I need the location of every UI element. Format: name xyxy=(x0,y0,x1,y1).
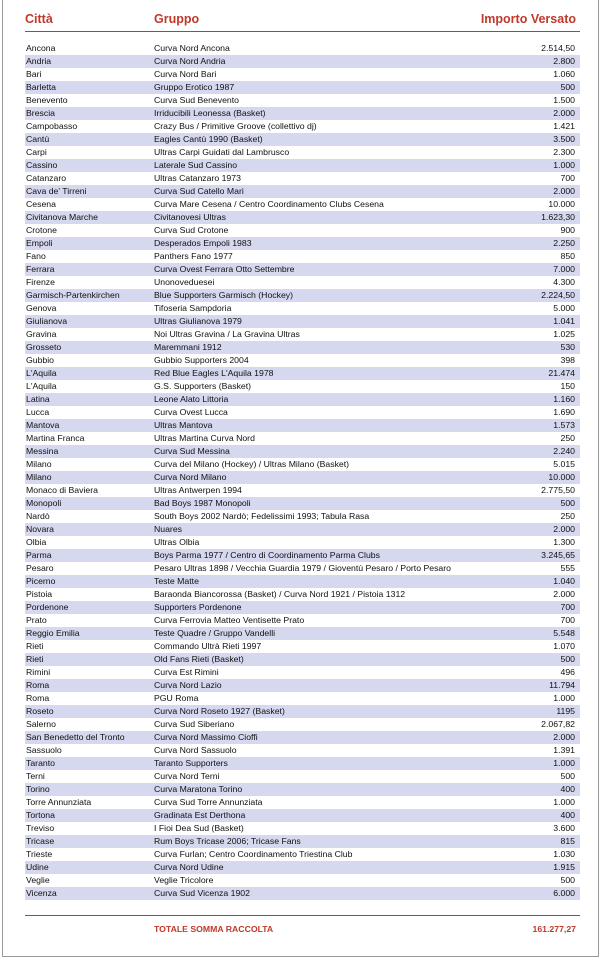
table-row xyxy=(25,406,580,419)
cell-group: Curva Ovest Lucca xyxy=(154,407,228,417)
cell-group: Nuares xyxy=(154,524,183,534)
total-value: 161.277,27 xyxy=(532,924,576,934)
cell-amount: 500 xyxy=(560,771,575,781)
cell-group: Ultras Catanzaro 1973 xyxy=(154,173,241,183)
cell-group: I Fioi Dea Sud (Basket) xyxy=(154,823,244,833)
cell-group: Supporters Pordenone xyxy=(154,602,242,612)
cell-city: Garmisch-Partenkirchen xyxy=(26,290,120,300)
cell-amount: 1.060 xyxy=(553,69,575,79)
cell-group: Curva Sud Siberiano xyxy=(154,719,235,729)
column-header-group: Gruppo xyxy=(154,12,200,26)
cell-city: Rimini xyxy=(26,667,51,677)
table-row xyxy=(25,55,580,68)
cell-amount: 11.794 xyxy=(549,680,575,690)
cell-amount: 1.623,30 xyxy=(541,212,575,222)
table-row xyxy=(25,198,580,211)
table-row xyxy=(25,562,580,575)
cell-city: Brescia xyxy=(26,108,55,118)
table-row xyxy=(25,731,580,744)
cell-amount: 6.000 xyxy=(553,888,575,898)
cell-city: Taranto xyxy=(26,758,55,768)
table-row xyxy=(25,744,580,757)
table-row xyxy=(25,185,580,198)
cell-amount: 700 xyxy=(560,602,575,612)
cell-amount: 1.070 xyxy=(553,641,575,651)
cell-city: Roseto xyxy=(26,706,54,716)
cell-city: Latina xyxy=(26,394,50,404)
cell-group: Irriducibili Leonessa (Basket) xyxy=(154,108,266,118)
cell-amount: 5.000 xyxy=(553,303,575,313)
cell-city: Prato xyxy=(26,615,47,625)
cell-city: Barletta xyxy=(26,82,56,92)
cell-amount: 2.000 xyxy=(553,732,575,742)
cell-amount: 1.500 xyxy=(553,95,575,105)
cell-city: Civitanova Marche xyxy=(26,212,98,222)
table-row xyxy=(25,107,580,120)
cell-group: Noi Ultras Gravina / La Gravina Ultras xyxy=(154,329,300,339)
cell-group: Unonovedueseі xyxy=(154,277,215,287)
cell-city: Sassuolo xyxy=(26,745,62,755)
table-row xyxy=(25,887,580,900)
cell-city: Cesena xyxy=(26,199,56,209)
table-row xyxy=(25,497,580,510)
cell-amount: 1.160 xyxy=(553,394,575,404)
table-row xyxy=(25,679,580,692)
cell-amount: 500 xyxy=(560,654,575,664)
cell-amount: 500 xyxy=(560,82,575,92)
cell-amount: 2.250 xyxy=(553,238,575,248)
cell-group: Curva del Milano (Hockey) / Ultras Milano (Basket) xyxy=(154,459,350,469)
cell-city: Empoli xyxy=(26,238,53,248)
table-row xyxy=(25,783,580,796)
cell-group: Curva Ferrovia Matteo Ventisette Prato xyxy=(154,615,305,625)
cell-amount: 5.015 xyxy=(553,459,575,469)
cell-city: Giulianova xyxy=(26,316,68,326)
table-row xyxy=(25,68,580,81)
cell-city: Roma xyxy=(26,693,50,703)
cell-group: Curva Sud Torre Annunziata xyxy=(154,797,263,807)
cell-group: Curva Sud Vicenza 1902 xyxy=(154,888,250,898)
cell-amount: 1.000 xyxy=(553,693,575,703)
cell-city: Genova xyxy=(26,303,57,313)
cell-city: Monopoli xyxy=(26,498,62,508)
cell-group: Curva Nord Ancona xyxy=(154,43,230,53)
table-footer xyxy=(25,924,580,938)
cell-city: San Benedetto del Tronto xyxy=(26,732,125,742)
cell-group: Curva Nord Roseto 1927 (Basket) xyxy=(154,706,285,716)
cell-group: Teste Matte xyxy=(154,576,199,586)
cell-city: Martina Franca xyxy=(26,433,85,443)
cell-city: Milano xyxy=(26,472,52,482)
cell-city: Cava de' Tirreni xyxy=(26,186,87,196)
cell-group: Ultras Antwerpen 1994 xyxy=(154,485,242,495)
table-row xyxy=(25,484,580,497)
cell-amount: 2.000 xyxy=(553,589,575,599)
cell-city: Udine xyxy=(26,862,49,872)
header-divider xyxy=(25,31,580,32)
cell-amount: 815 xyxy=(560,836,575,846)
cell-amount: 1.915 xyxy=(553,862,575,872)
cell-amount: 150 xyxy=(560,381,575,391)
cell-amount: 1.421 xyxy=(553,121,575,131)
cell-city: Ancona xyxy=(26,43,56,53)
table-row xyxy=(25,393,580,406)
cell-amount: 1.573 xyxy=(553,420,575,430)
cell-amount: 1195 xyxy=(556,706,575,716)
cell-group: G.S. Supporters (Basket) xyxy=(154,381,252,391)
cell-city: Gravina xyxy=(26,329,57,339)
cell-group: Ultras Olbia xyxy=(154,537,200,547)
cell-amount: 496 xyxy=(560,667,575,677)
cell-group: Gradinata Est Derthona xyxy=(154,810,246,820)
cell-group: Crazy Bus / Primitive Groove (collettivo dj) xyxy=(154,121,317,131)
cell-city: Fano xyxy=(26,251,46,261)
cell-amount: 10.000 xyxy=(548,472,575,482)
table-row xyxy=(25,861,580,874)
cell-city: Pordenone xyxy=(26,602,69,612)
cell-amount: 2.300 xyxy=(553,147,575,157)
cell-city: Firenze xyxy=(26,277,55,287)
cell-city: L'Aquila xyxy=(26,368,57,378)
cell-amount: 250 xyxy=(560,433,575,443)
cell-group: Panthers Fano 1977 xyxy=(154,251,233,261)
cell-city: Tortona xyxy=(26,810,55,820)
table-row xyxy=(25,614,580,627)
cell-amount: 10.000 xyxy=(548,199,575,209)
table-row xyxy=(25,523,580,536)
cell-amount: 2.067,82 xyxy=(541,719,575,729)
cell-group: Gubbio Supporters 2004 xyxy=(154,355,249,365)
cell-group: Curva Nord Lazio xyxy=(154,680,222,690)
cell-group: Curva Mare Cesena / Centro Coordinamento Clubs Cesena xyxy=(154,199,384,209)
cell-city: Benevento xyxy=(26,95,68,105)
cell-amount: 2.000 xyxy=(553,524,575,534)
cell-group: Ultras Giulianova 1979 xyxy=(154,316,242,326)
cell-amount: 500 xyxy=(560,498,575,508)
cell-city: Rieti xyxy=(26,654,44,664)
table-row xyxy=(25,757,580,770)
cell-group: Bad Boys 1987 Monopoli xyxy=(154,498,251,508)
cell-group: PGU Roma xyxy=(154,693,199,703)
cell-city: Parma xyxy=(26,550,52,560)
cell-group: Curva Sud Crotone xyxy=(154,225,229,235)
cell-amount: 1.030 xyxy=(553,849,575,859)
table-row xyxy=(25,94,580,107)
cell-group: Curva Nord Andria xyxy=(154,56,226,66)
table-row xyxy=(25,289,580,302)
table-row xyxy=(25,276,580,289)
cell-group: Laterale Sud Cassino xyxy=(154,160,238,170)
table-row xyxy=(25,133,580,146)
table-row xyxy=(25,445,580,458)
cell-group: Curva Nord Terni xyxy=(154,771,220,781)
cell-group: Ultras Carpi Guidati dal Lambrusco xyxy=(154,147,290,157)
table-row xyxy=(25,81,580,94)
cell-group: Curva Sud Messina xyxy=(154,446,230,456)
cell-amount: 1.690 xyxy=(553,407,575,417)
cell-group: Curva Nord Sassuolo xyxy=(154,745,237,755)
cell-group: Tifoseria Sampdoria xyxy=(154,303,232,313)
footer-divider xyxy=(25,915,580,916)
cell-city: Pesaro xyxy=(26,563,54,573)
cell-amount: 2.000 xyxy=(553,108,575,118)
cell-amount: 2.240 xyxy=(553,446,575,456)
cell-amount: 2.000 xyxy=(553,186,575,196)
cell-amount: 500 xyxy=(560,875,575,885)
table-row xyxy=(25,211,580,224)
cell-amount: 2.775,50 xyxy=(541,485,575,495)
table-row xyxy=(25,536,580,549)
table-row xyxy=(25,172,580,185)
cell-amount: 400 xyxy=(560,784,575,794)
table-body xyxy=(25,42,580,900)
table-row xyxy=(25,432,580,445)
cell-group: Blue Supporters Garmisch (Hockey) xyxy=(154,290,294,300)
cell-group: Gruppo Erotico 1987 xyxy=(154,82,235,92)
total-label: TOTALE SOMMA RACCOLTA xyxy=(154,924,274,934)
table-row xyxy=(25,510,580,523)
table-row xyxy=(25,692,580,705)
column-header-city: Città xyxy=(25,12,53,26)
cell-group: Ultras Martina Curva Nord xyxy=(154,433,255,443)
cell-city: Novara xyxy=(26,524,55,534)
cell-amount: 850 xyxy=(560,251,575,261)
cell-city: Pistoia xyxy=(26,589,53,599)
cell-amount: 2.514,50 xyxy=(541,43,575,53)
cell-group: Curva Nord Udine xyxy=(154,862,224,872)
cell-city: Rieti xyxy=(26,641,44,651)
cell-city: Carpi xyxy=(26,147,47,157)
table-row xyxy=(25,380,580,393)
table-row xyxy=(25,471,580,484)
cell-amount: 250 xyxy=(560,511,575,521)
cell-group: Curva Nord Bari xyxy=(154,69,217,79)
cell-amount: 7.000 xyxy=(553,264,575,274)
cell-amount: 2.800 xyxy=(553,56,575,66)
table-row xyxy=(25,458,580,471)
cell-city: Reggio Emilia xyxy=(26,628,80,638)
cell-amount: 900 xyxy=(560,225,575,235)
cell-group: Red Blue Eagles L'Aquila 1978 xyxy=(154,368,274,378)
cell-group: Curva Est Rimini xyxy=(154,667,219,677)
cell-amount: 1.000 xyxy=(553,758,575,768)
table-row xyxy=(25,159,580,172)
cell-group: South Boys 2002 Nardò; Fedelissimi 1993; Tabula Rasa xyxy=(154,511,370,521)
cell-city: Vicenza xyxy=(26,888,57,898)
table-row xyxy=(25,835,580,848)
table-row xyxy=(25,848,580,861)
table-row xyxy=(25,770,580,783)
cell-group: Curva Ovest Ferrara Otto Settembre xyxy=(154,264,295,274)
cell-city: Salerno xyxy=(26,719,56,729)
table-row xyxy=(25,575,580,588)
table-row xyxy=(25,718,580,731)
cell-group: Veglie Tricolore xyxy=(154,875,214,885)
cell-amount: 1.025 xyxy=(553,329,575,339)
cell-group: Rum Boys Tricase 2006; Tricase Fans xyxy=(154,836,301,846)
cell-amount: 1.041 xyxy=(553,316,575,326)
cell-group: Eagles Cantù 1990 (Basket) xyxy=(154,134,263,144)
table-row xyxy=(25,367,580,380)
table-row xyxy=(25,653,580,666)
cell-city: Cantù xyxy=(26,134,50,144)
table-row xyxy=(25,822,580,835)
cell-city: L'Aquila xyxy=(26,381,57,391)
cell-group: Desperados Empoli 1983 xyxy=(154,238,252,248)
table-header xyxy=(25,12,580,30)
cell-city: Torre Annunziata xyxy=(26,797,92,807)
table-row xyxy=(25,627,580,640)
cell-city: Ferrara xyxy=(26,264,55,274)
cell-city: Messina xyxy=(26,446,59,456)
cell-city: Olbia xyxy=(26,537,47,547)
cell-group: Curva Sud Benevento xyxy=(154,95,240,105)
cell-amount: 1.391 xyxy=(553,745,575,755)
table-row xyxy=(25,328,580,341)
cell-amount: 1.000 xyxy=(553,797,575,807)
cell-city: Picerno xyxy=(26,576,56,586)
table-row xyxy=(25,120,580,133)
cell-amount: 4.300 xyxy=(553,277,575,287)
cell-group: Curva Sud Catello Mari xyxy=(154,186,244,196)
cell-group: Taranto Supporters xyxy=(154,758,228,768)
table-row xyxy=(25,250,580,263)
table-row xyxy=(25,146,580,159)
cell-amount: 2.224,50 xyxy=(541,290,575,300)
cell-city: Andria xyxy=(26,56,52,66)
table-row xyxy=(25,666,580,679)
table-row xyxy=(25,354,580,367)
cell-amount: 398 xyxy=(560,355,575,365)
table-row xyxy=(25,588,580,601)
table-row xyxy=(25,705,580,718)
cell-city: Terni xyxy=(26,771,45,781)
cell-group: Civitanovesi Ultras xyxy=(154,212,226,222)
cell-amount: 1.300 xyxy=(553,537,575,547)
cell-amount: 1.000 xyxy=(553,160,575,170)
cell-city: Mantova xyxy=(26,420,60,430)
cell-group: Teste Quadre / Gruppo Vandelli xyxy=(154,628,276,638)
cell-city: Treviso xyxy=(26,823,55,833)
table-row xyxy=(25,796,580,809)
cell-city: Gubbio xyxy=(26,355,55,365)
cell-group: Ultras Mantova xyxy=(154,420,213,430)
cell-group: Curva Maratona Torino xyxy=(154,784,243,794)
cell-amount: 555 xyxy=(560,563,575,573)
cell-city: Catanzaro xyxy=(26,173,67,183)
table-row xyxy=(25,224,580,237)
cell-group: Old Fans Rieti (Basket) xyxy=(154,654,244,664)
cell-group: Boys Parma 1977 / Centro di Coordinamento Parma Clubs xyxy=(154,550,380,560)
table-row xyxy=(25,315,580,328)
cell-city: Nardò xyxy=(26,511,50,521)
cell-group: Maremmani 1912 xyxy=(154,342,222,352)
table-row xyxy=(25,302,580,315)
cell-amount: 1.040 xyxy=(553,576,575,586)
cell-group: Pesaro Ultras 1898 / Vecchia Guardia 1979 / Gioventù Pesaro / Porto Pesaro xyxy=(154,563,451,573)
cell-amount: 3.600 xyxy=(553,823,575,833)
table-row xyxy=(25,809,580,822)
cell-amount: 400 xyxy=(560,810,575,820)
cell-city: Veglie xyxy=(26,875,50,885)
cell-group: Curva Nord Massimo Cioffi xyxy=(154,732,258,742)
cell-amount: 530 xyxy=(560,342,575,352)
cell-city: Grosseto xyxy=(26,342,62,352)
cell-group: Leone Alato Littoria xyxy=(154,394,229,404)
cell-city: Roma xyxy=(26,680,50,690)
table-row xyxy=(25,549,580,562)
cell-city: Cassino xyxy=(26,160,58,170)
table-row xyxy=(25,874,580,887)
document-sheet xyxy=(2,0,599,957)
table-row xyxy=(25,341,580,354)
cell-amount: 21.474 xyxy=(548,368,575,378)
cell-city: Trieste xyxy=(26,849,53,859)
table-row xyxy=(25,237,580,250)
cell-city: Monaco di Baviera xyxy=(26,485,98,495)
cell-city: Milano xyxy=(26,459,52,469)
table-row xyxy=(25,601,580,614)
cell-amount: 700 xyxy=(560,615,575,625)
table-row xyxy=(25,640,580,653)
cell-amount: 700 xyxy=(560,173,575,183)
cell-group: Curva Nord Milano xyxy=(154,472,227,482)
cell-group: Commando Ultrà Rieti 1997 xyxy=(154,641,262,651)
cell-city: Tricase xyxy=(26,836,55,846)
table-row xyxy=(25,263,580,276)
cell-amount: 3.500 xyxy=(553,134,575,144)
cell-city: Campobasso xyxy=(26,121,78,131)
cell-amount: 5.548 xyxy=(553,628,575,638)
table-row xyxy=(25,42,580,55)
cell-city: Bari xyxy=(26,69,42,79)
cell-group: Baraonda Biancorossa (Basket) / Curva Nord 1921 / Pistoia 1312 xyxy=(154,589,406,599)
column-header-amount: Importo Versato xyxy=(480,12,576,26)
cell-city: Torino xyxy=(26,784,50,794)
cell-city: Crotone xyxy=(26,225,57,235)
cell-city: Lucca xyxy=(26,407,50,417)
cell-amount: 3.245,65 xyxy=(541,550,575,560)
table-row xyxy=(25,419,580,432)
cell-group: Curva Furlan; Centro Coordinamento Triestina Club xyxy=(154,849,353,859)
